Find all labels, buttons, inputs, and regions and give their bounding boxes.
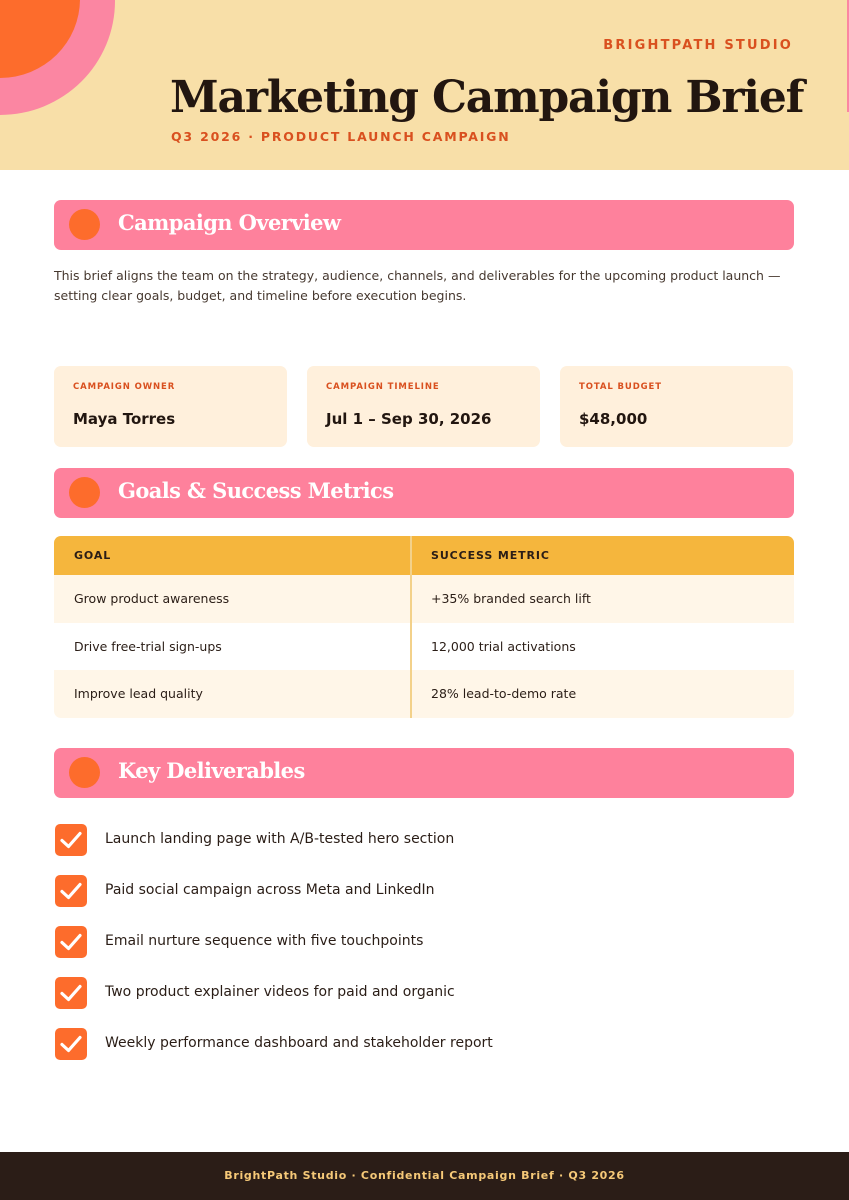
card-label: TOTAL BUDGET — [579, 382, 662, 392]
info-card-budget — [560, 366, 793, 447]
deliverable-text: Paid social campaign across Meta and LinkedIn — [105, 882, 435, 898]
checkbox-checked-icon — [55, 824, 87, 856]
page-header — [0, 0, 849, 170]
table-cell-metric: 28% lead-to-demo rate — [431, 686, 577, 701]
card-label: CAMPAIGN TIMELINE — [326, 382, 440, 392]
deliverable-text: Two product explainer videos for paid and organic — [105, 984, 455, 1000]
overview-intro-text: This brief aligns the team on the strategy, audience, channels, and deliverables for the upcoming product launch — setting clear goals, budget, and timeline before execution begins. — [54, 268, 781, 303]
section-banner-deliverables — [54, 748, 794, 798]
info-card-timeline — [307, 366, 540, 447]
deliverable-text: Weekly performance dashboard and stakeholder report — [105, 1035, 493, 1051]
table-row — [54, 575, 794, 623]
column-divider — [410, 536, 412, 718]
table-cell-metric: +35% branded search lift — [431, 591, 591, 606]
info-card-owner — [54, 366, 287, 447]
checkbox-checked-icon — [55, 926, 87, 958]
bullet-dot-icon — [69, 209, 100, 240]
checkbox-checked-icon — [55, 1028, 87, 1060]
studio-name: BRIGHTPATH STUDIO — [603, 38, 793, 53]
footer-text: BrightPath Studio · Confidential Campaign Brief · Q3 2026 — [224, 1169, 625, 1182]
card-label: CAMPAIGN OWNER — [73, 382, 176, 392]
table-cell-goal: Improve lead quality — [74, 686, 203, 701]
card-value: $48,000 — [579, 410, 648, 428]
checkbox-checked-icon — [55, 977, 87, 1009]
card-value: Maya Torres — [73, 410, 176, 428]
section-heading-goals: Goals & Success Metrics — [118, 478, 394, 503]
page-footer — [0, 1152, 849, 1200]
list-item — [54, 823, 794, 874]
table-header-row — [54, 536, 794, 575]
goals-table — [54, 536, 794, 718]
section-banner-goals — [54, 468, 794, 518]
column-header-metric: SUCCESS METRIC — [431, 549, 550, 562]
page-title: Marketing Campaign Brief — [170, 72, 804, 123]
table-cell-goal: Drive free-trial sign-ups — [74, 638, 222, 654]
list-item — [54, 874, 794, 925]
bullet-dot-icon — [69, 757, 100, 788]
list-item — [54, 1027, 794, 1078]
deliverables-list — [54, 823, 794, 1078]
list-item — [54, 925, 794, 976]
section-banner-overview — [54, 200, 794, 250]
table-row — [54, 670, 794, 718]
section-heading-deliverables: Key Deliverables — [118, 758, 305, 783]
table-row — [54, 623, 794, 671]
page-subtitle: Q3 2026 · PRODUCT LAUNCH CAMPAIGN — [171, 129, 511, 144]
deliverable-text: Email nurture sequence with five touchpoints — [105, 933, 424, 949]
checkbox-checked-icon — [55, 875, 87, 907]
list-item — [54, 976, 794, 1027]
card-value: Jul 1 – Sep 30, 2026 — [326, 410, 492, 428]
deliverable-text: Launch landing page with A/B-tested hero section — [105, 831, 455, 847]
section-heading-overview: Campaign Overview — [118, 210, 341, 235]
table-cell-goal: Grow product awareness — [74, 591, 230, 606]
column-header-goal: GOAL — [74, 549, 112, 562]
bullet-dot-icon — [69, 477, 100, 508]
table-cell-metric: 12,000 trial activations — [431, 638, 576, 654]
